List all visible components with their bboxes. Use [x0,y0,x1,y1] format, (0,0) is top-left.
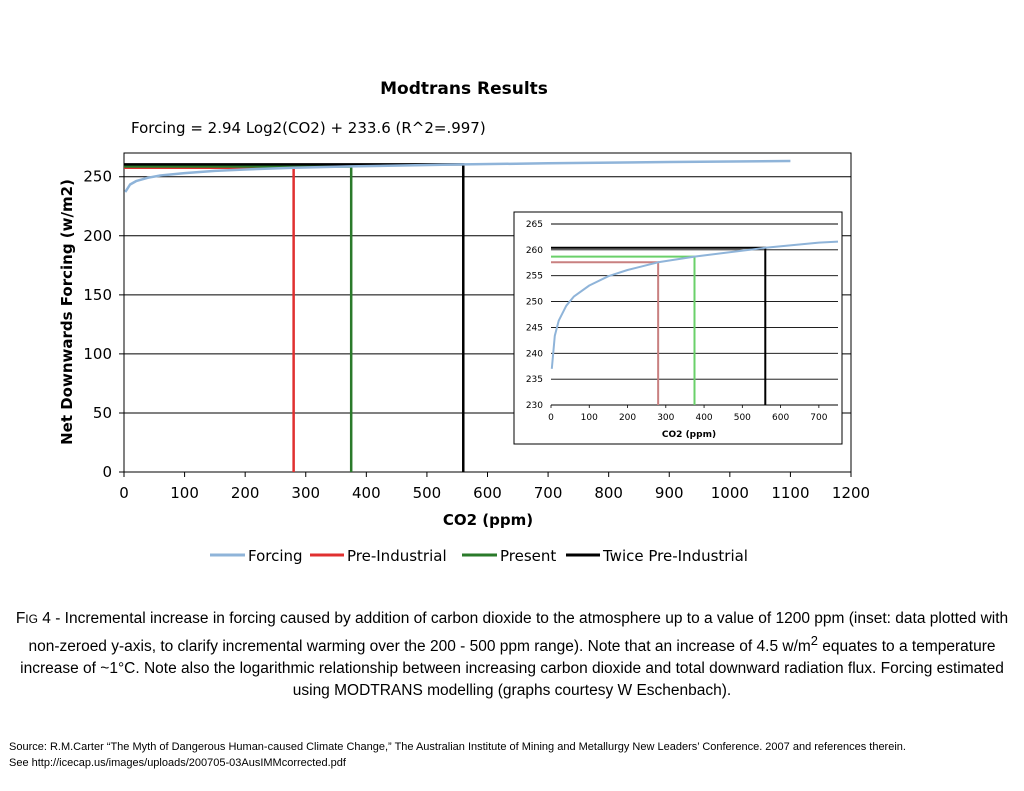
inset-x-tick-400: 400 [695,413,713,423]
chart-legend [210,547,748,565]
figure-caption [10,608,1014,702]
y-axis-label: Net Downwards Forcing (w/m2) [58,179,76,445]
main-x-tick-800: 800 [594,484,623,502]
inset-x-axis-label: CO2 (ppm) [661,430,717,440]
main-y-tick-100: 100 [83,344,112,363]
main-y-tick-200: 200 [83,226,112,245]
main-series-pre-industrial [124,168,294,472]
main-x-tick-100: 100 [170,484,199,502]
legend-label-twice-pre-industrial: Twice Pre-Industrial [603,547,748,565]
inset-x-tick-700: 700 [810,413,828,423]
source-note [9,739,1014,771]
main-x-tick-700: 700 [533,484,563,502]
legend-label-forcing: Forcing [248,547,303,565]
main-x-tick-400: 400 [352,484,381,502]
source-line-2: See http://icecap.us/images/uploads/200705-03AusIMMcorrected.pdf [9,757,346,769]
inset-y-tick-230: 230 [525,401,543,411]
caption-fig-f: F [15,610,26,627]
inset-x-tick-200: 200 [618,413,637,423]
legend-label-pre-industrial: Pre-Industrial [347,547,447,565]
inset-y-tick-235: 235 [525,375,543,386]
main-y-tick-250: 250 [83,167,112,186]
caption-text-2: equates to a temperature increase of ~1°C. Note also the logarithmic relationship between increasing carbon dioxide and total downward radiation flux. Forcing estimated using MODTRANS modelling (graphs courtesy W Eschenbach). [20,638,1004,700]
main-x-tick-1200: 1200 [831,484,871,502]
chart-title: Modtrans Results [380,79,548,99]
main-x-tick-500: 500 [412,484,442,502]
main-x-tick-600: 600 [473,484,502,502]
inset-y-tick-260: 260 [525,245,543,256]
chart-equation: Forcing = 2.94 Log2(CO2) + 233.6 (R^2=.997) [131,119,486,137]
main-series-present [124,166,351,472]
inset-y-tick-245: 245 [525,323,543,334]
inset-y-tick-250: 250 [525,297,543,308]
source-line-1: Source: R.M.Carter “The Myth of Dangerous Human-caused Climate Change,” The Australian Institute of Mining and Metallurgy New Leaders’ Conference. 2007 and references therein. [9,741,906,753]
inset-x-tick-0: 0 [548,413,554,423]
caption-text: 4 - Incremental increase in forcing caused by addition of carbon dioxide to the atmosphere up to a value of 1200 ppm (inset: data plotted with non-zeroed y-axis, to clarify incremental warming over the 200 - 500 ppm range). Note that an increase of 4.5 w/m [28,610,1009,656]
main-x-tick-1100: 1100 [771,484,810,502]
main-x-tick-0: 0 [119,484,129,502]
inset-x-tick-300: 300 [657,413,675,423]
x-axis-label: CO2 (ppm) [442,511,534,529]
inset-y-tick-240: 240 [525,349,543,360]
inset-y-tick-265: 265 [525,220,543,230]
main-y-tick-50: 50 [92,403,112,422]
caption-superscript: 2 [810,633,818,648]
inset-x-tick-100: 100 [580,413,598,423]
main-y-tick-labels [83,168,112,481]
inset-chart [514,212,842,444]
caption-fig-ig: IG [25,612,38,626]
inset-y-tick-255: 255 [525,271,543,282]
main-x-tick-labels [119,472,870,502]
main-y-tick-0: 0 [102,463,112,481]
inset-x-tick-500: 500 [733,413,751,423]
main-x-tick-900: 900 [654,484,684,502]
main-x-tick-200: 200 [230,484,260,502]
main-y-tick-150: 150 [83,285,112,304]
legend-label-present: Present [500,547,557,565]
inset-x-tick-600: 600 [772,413,790,423]
main-x-tick-300: 300 [291,484,321,502]
main-x-tick-1000: 1000 [710,484,749,502]
